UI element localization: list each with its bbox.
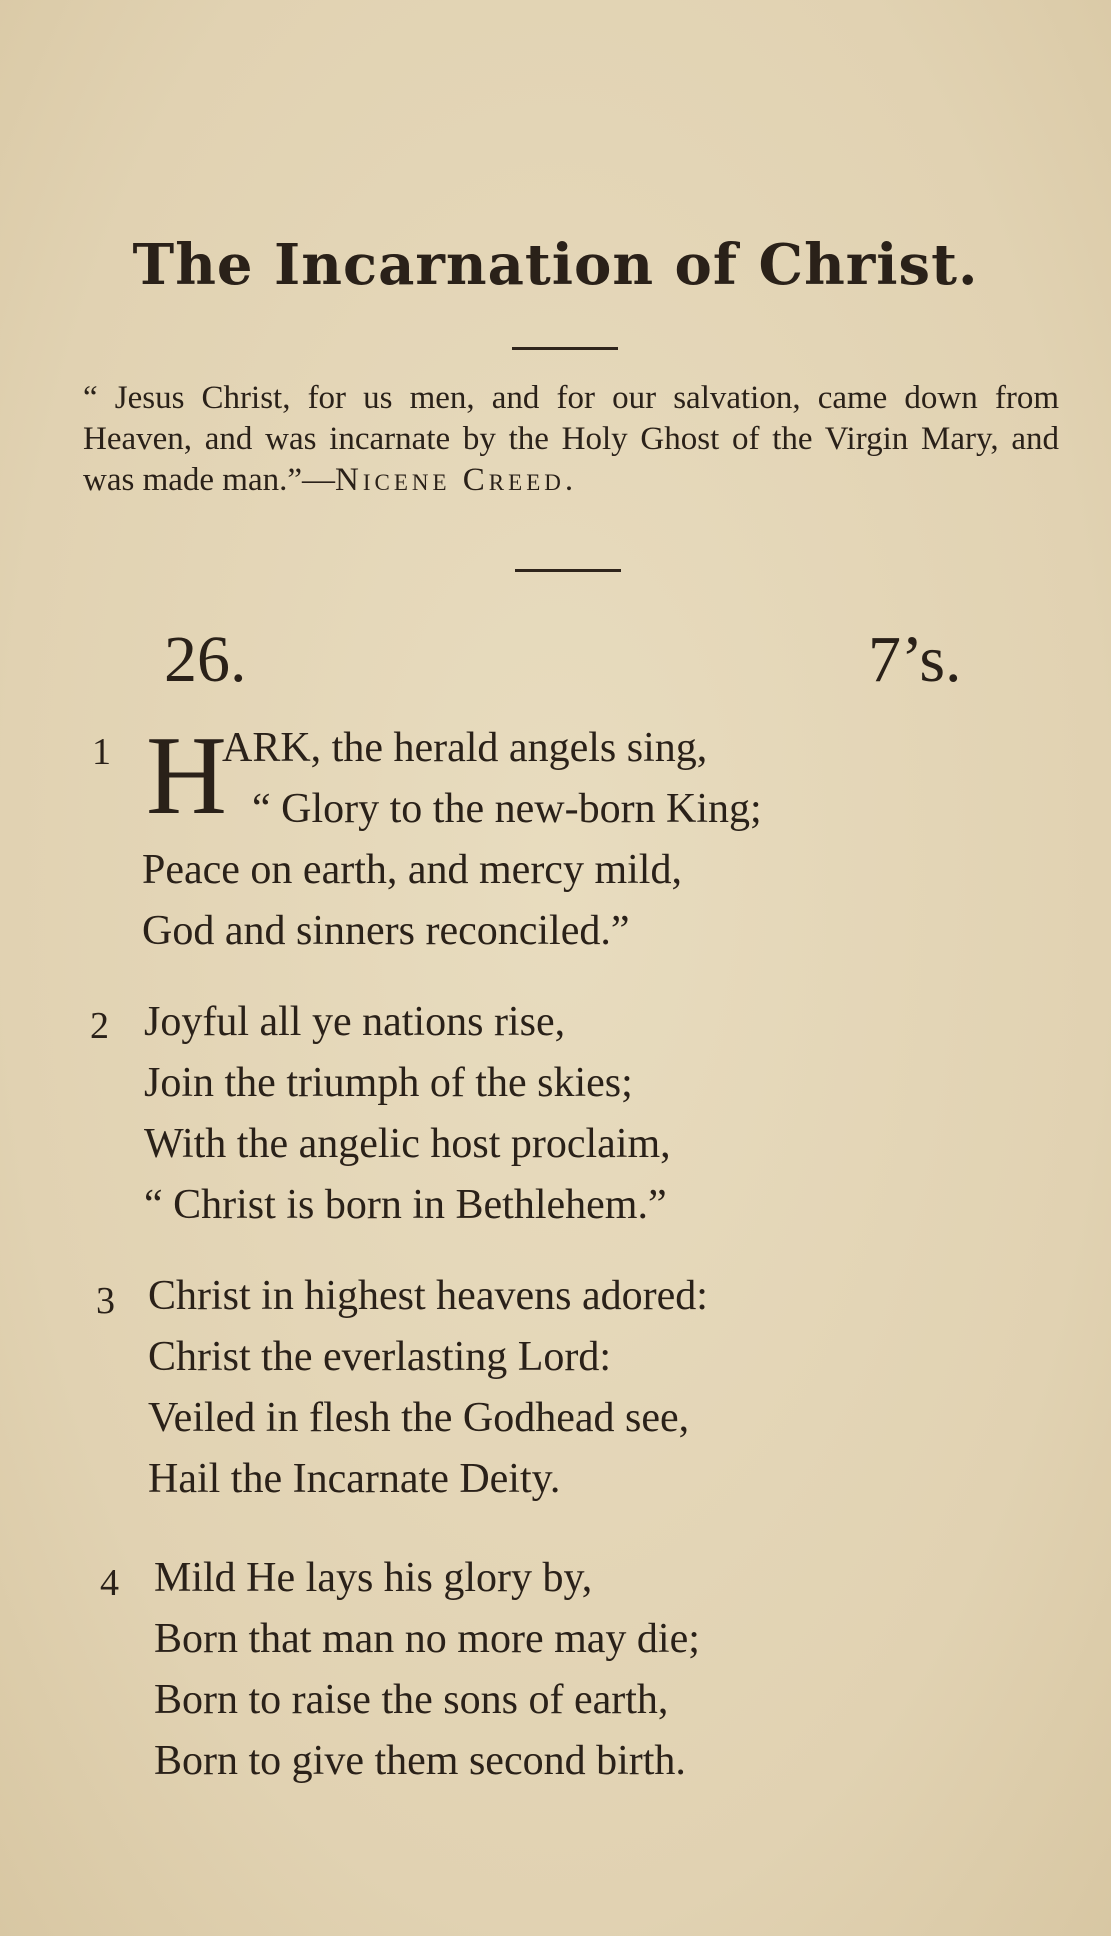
verse-line: “ Christ is born in Bethlehem.”	[144, 1182, 667, 1228]
epigraph-text: “ Jesus Christ, for us men, and for our salvation, came down from Heaven, and was incarnate by the Holy Ghost of the Virgin Mary, and was made man.”—	[83, 380, 1059, 498]
verse-line: Joyful all ye nations rise,	[144, 999, 566, 1045]
verse-line: “ Glory to the new-born King;	[252, 786, 762, 832]
hymn-number: 26.	[164, 623, 247, 696]
verse-line: Join the triumph of the skies;	[144, 1060, 633, 1106]
verse-line: ARK, the herald angels sing,	[222, 725, 708, 771]
verse-line: Hail the Incarnate Deity.	[148, 1456, 561, 1502]
verse-number: 4	[100, 1562, 119, 1604]
verse-line: Born to give them second birth.	[154, 1738, 686, 1784]
verse-line: God and sinners reconciled.”	[142, 908, 630, 954]
verse-line: Peace on earth, and mercy mild,	[142, 847, 682, 893]
verse-line: Christ in highest heavens adored:	[148, 1273, 708, 1319]
drop-cap: H	[146, 714, 227, 838]
title-divider	[512, 347, 618, 350]
verse-line: Christ the everlasting Lord:	[148, 1334, 612, 1380]
verse-line: Mild He lays his glory by,	[154, 1555, 593, 1601]
verse-line: With the angelic host proclaim,	[144, 1121, 671, 1167]
verse-line: Veiled in flesh the Godhead see,	[148, 1395, 690, 1441]
epigraph-divider	[515, 569, 621, 572]
verse-number: 1	[92, 731, 111, 773]
verse-line: Born that man no more may die;	[154, 1616, 700, 1662]
verse-number: 3	[96, 1280, 115, 1322]
hymn-meter: 7’s.	[868, 623, 962, 696]
page-title: The Incarnation of Christ.	[132, 232, 979, 298]
epigraph	[83, 378, 1059, 501]
verse-number: 2	[90, 1005, 109, 1047]
epigraph-attribution: Nicene Creed.	[335, 462, 578, 498]
verse-line: Born to raise the sons of earth,	[154, 1677, 669, 1723]
